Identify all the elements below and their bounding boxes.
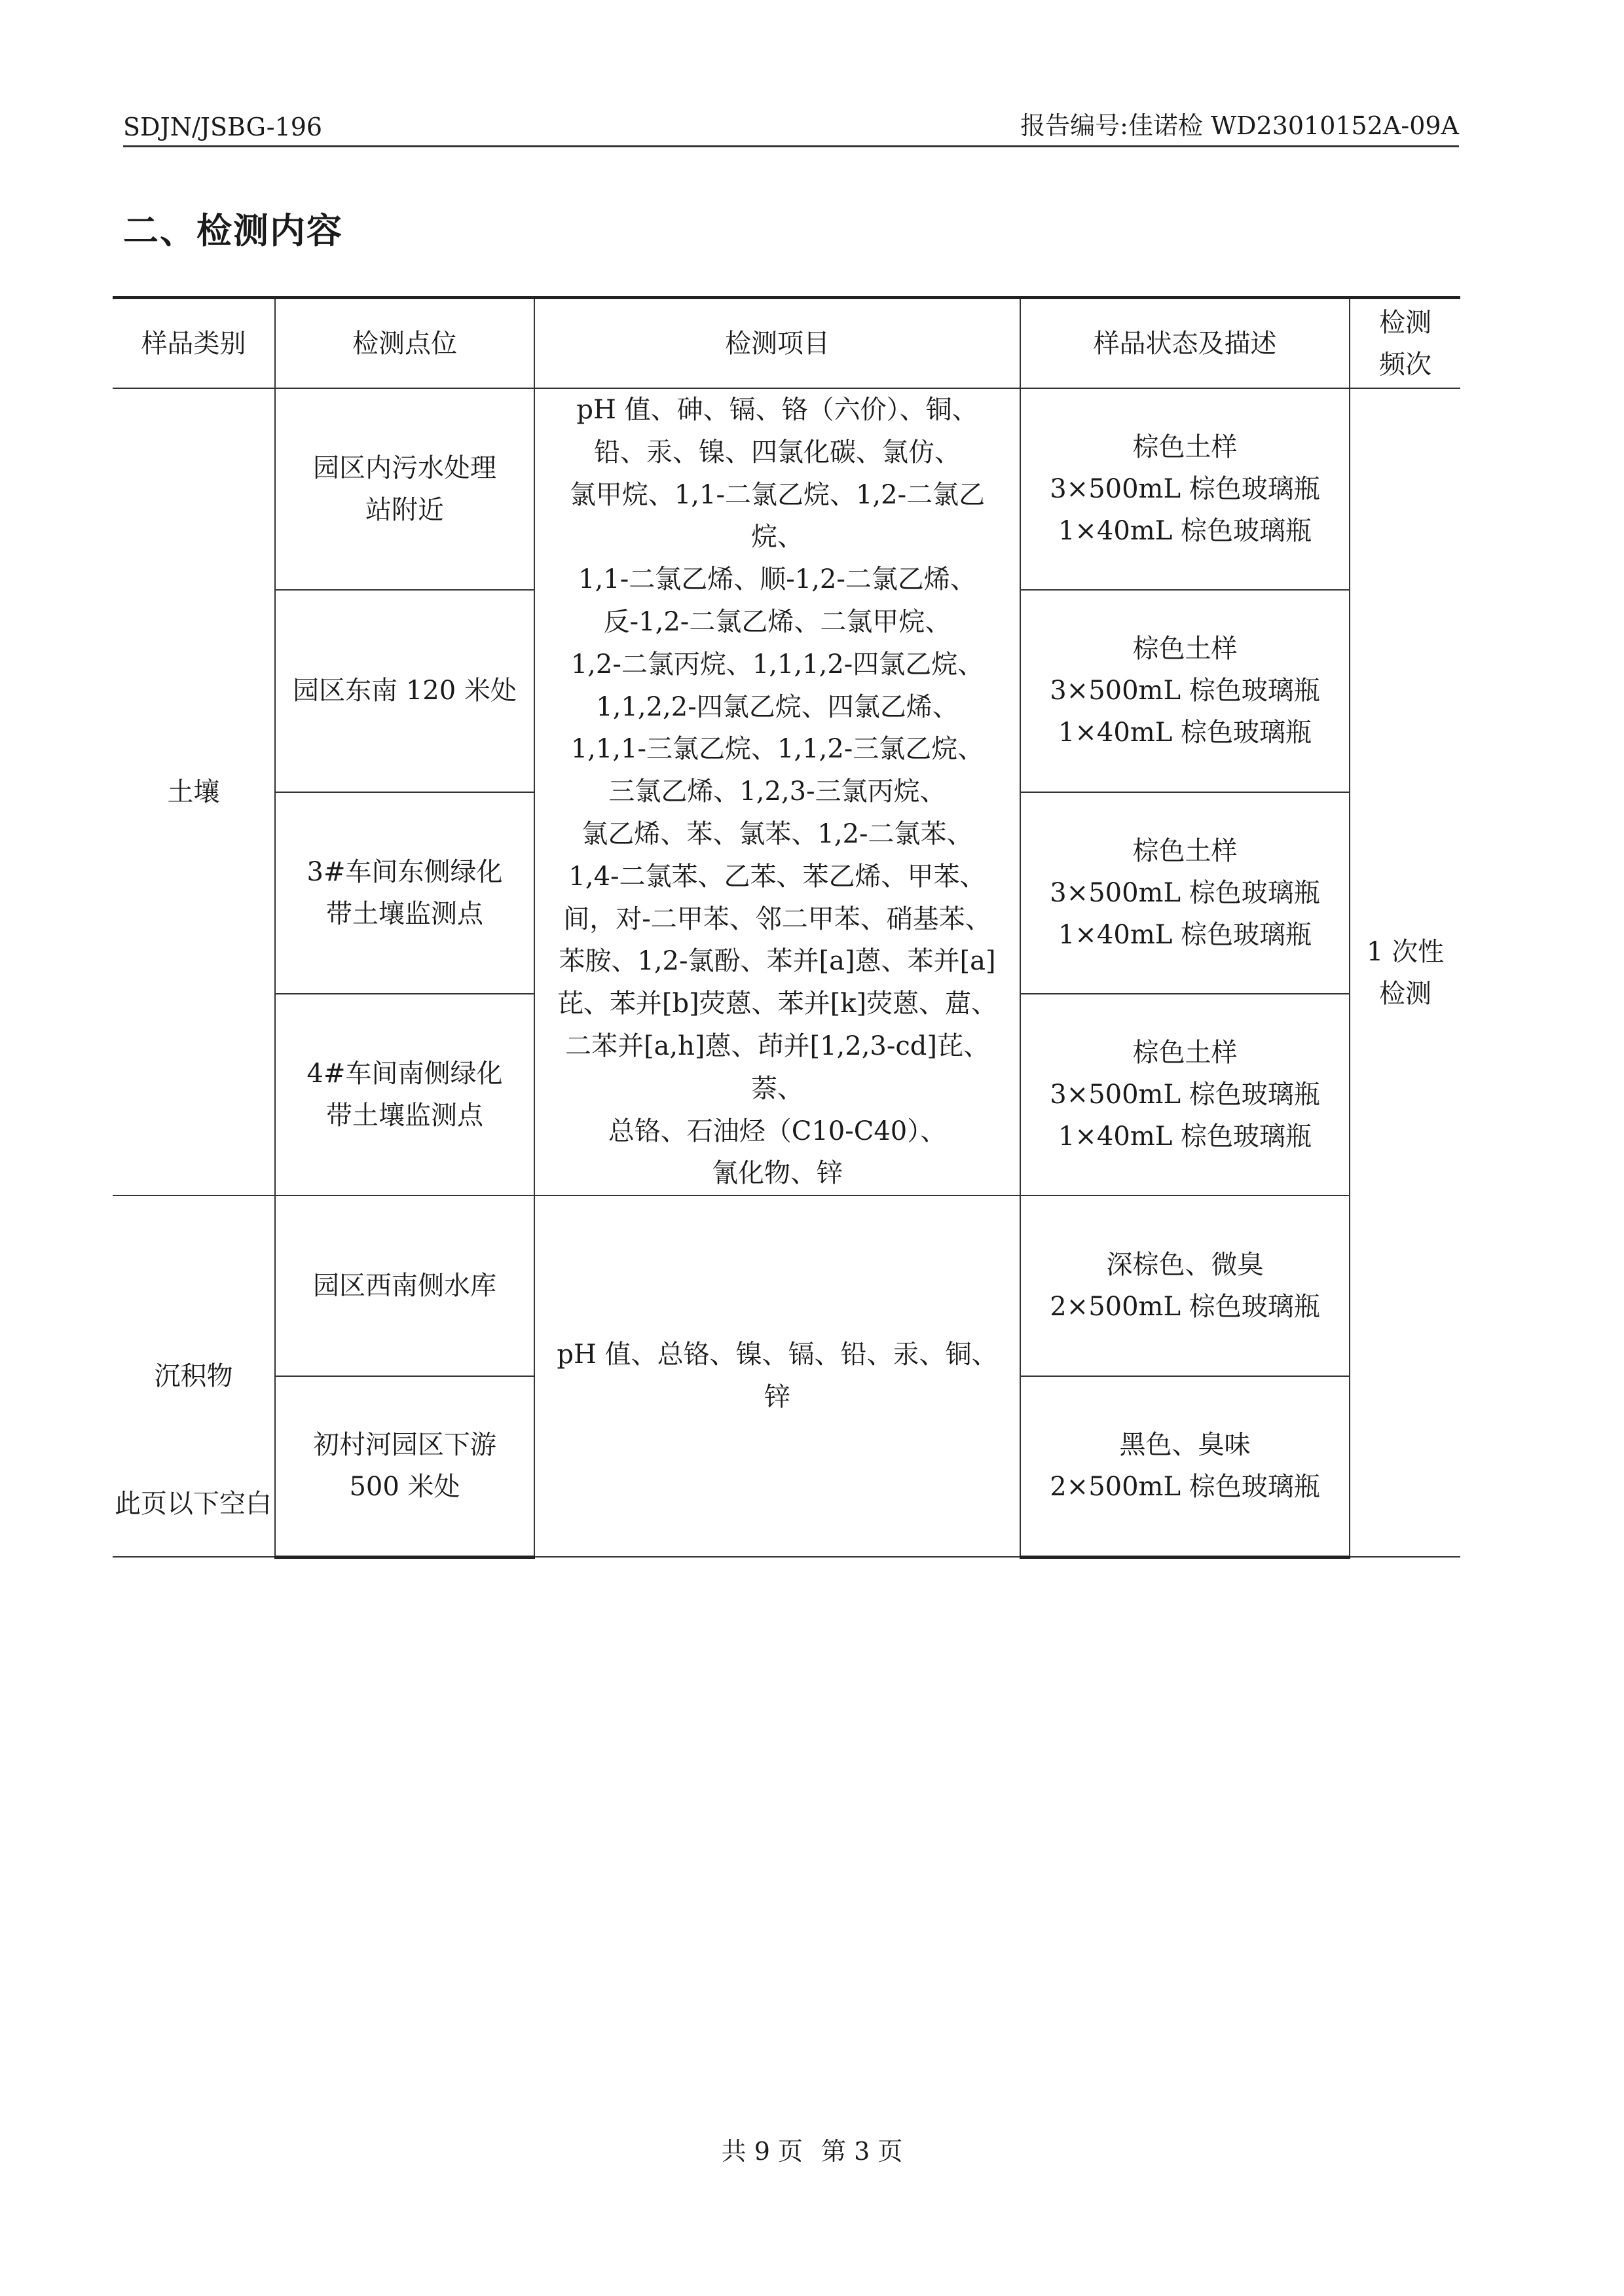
location-cell: 初村河园区下游 500 米处 xyxy=(275,1376,534,1557)
sediment-test-items: pH 值、总铬、镍、镉、铅、汞、铜、 锌 xyxy=(534,1195,1020,1557)
header-sample-category: 样品类别 xyxy=(113,298,275,389)
header-test-items: 检测项目 xyxy=(534,298,1020,389)
report-number: 报告编号:佳诺检 WD23010152A-09A xyxy=(1020,111,1459,140)
test-frequency: 1 次性 检测 xyxy=(1350,388,1460,1557)
location-cell: 园区内污水处理 站附近 xyxy=(275,388,534,590)
header-test-location: 检测点位 xyxy=(275,298,534,389)
test-content-table xyxy=(113,296,1460,1559)
state-cell: 棕色土样 3×500mL 棕色玻璃瓶 1×40mL 棕色玻璃瓶 xyxy=(1020,590,1350,792)
document-code: SDJN/JSBG-196 xyxy=(123,113,323,141)
location-cell: 园区西南侧水库 xyxy=(275,1195,534,1376)
header-sample-state: 样品状态及描述 xyxy=(1020,298,1350,389)
page-footer xyxy=(0,2131,1624,2167)
soil-category: 土壤 xyxy=(113,388,275,1195)
total-pages: 共 9 页 xyxy=(721,2137,803,2166)
state-cell: 黑色、臭味 2×500mL 棕色玻璃瓶 xyxy=(1020,1376,1350,1557)
state-cell: 棕色土样 3×500mL 棕色玻璃瓶 1×40mL 棕色玻璃瓶 xyxy=(1020,994,1350,1195)
table-row xyxy=(113,1195,1460,1376)
table-row xyxy=(113,388,1460,590)
state-cell: 深棕色、微臭 2×500mL 棕色玻璃瓶 xyxy=(1020,1195,1350,1376)
location-cell: 3#车间东侧绿化 带土壤监测点 xyxy=(275,792,534,994)
header-test-frequency: 检测 频次 xyxy=(1350,298,1460,389)
soil-test-items: pH 值、砷、镉、铬（六价）、铜、 铅、汞、镍、四氯化碳、氯仿、 氯甲烷、1,1-二氯乙烷、1,2-二氯乙烷、 1,1-二氯乙烯、顺-1,2-二氯乙烯、 反-1,2-二氯乙烯、二氯甲烷、 1,2-二氯丙烷、1,1,1,2-四氯乙烷、 1,1,2,2-四氯乙烷、四氯乙烯、 1,1,1-三氯乙烷、1,1,2-三氯乙烷、 三氯乙烯、1,2,3-三氯丙烷、 氯乙烯、苯、氯苯、1,2-二氯苯、 1,4-二氯苯、乙苯、苯乙烯、甲苯、 间，对-二甲苯、邻二甲苯、硝基苯、 苯胺、1,2-氯酚、苯并[a]蒽、苯并[a] 芘、苯并[b]荧蒽、苯并[k]荧蒽、䓛、 二苯并[a,h]蒽、茚并[1,2,3-cd]芘、萘、 总铬、石油烃（C10-C40）、 氰化物、锌 xyxy=(534,388,1020,1195)
section-title: 二、检测内容 xyxy=(123,210,343,251)
page-header xyxy=(123,111,1459,147)
location-cell: 园区东南 120 米处 xyxy=(275,590,534,792)
current-page: 第 3 页 xyxy=(821,2137,903,2166)
blank-below-note: 此页以下空白 xyxy=(115,1489,272,1519)
table-header-row xyxy=(113,298,1460,389)
location-cell: 4#车间南侧绿化 带土壤监测点 xyxy=(275,994,534,1195)
state-cell: 棕色土样 3×500mL 棕色玻璃瓶 1×40mL 棕色玻璃瓶 xyxy=(1020,388,1350,590)
state-cell: 棕色土样 3×500mL 棕色玻璃瓶 1×40mL 棕色玻璃瓶 xyxy=(1020,792,1350,994)
sediment-category: 沉积物 xyxy=(113,1195,275,1557)
